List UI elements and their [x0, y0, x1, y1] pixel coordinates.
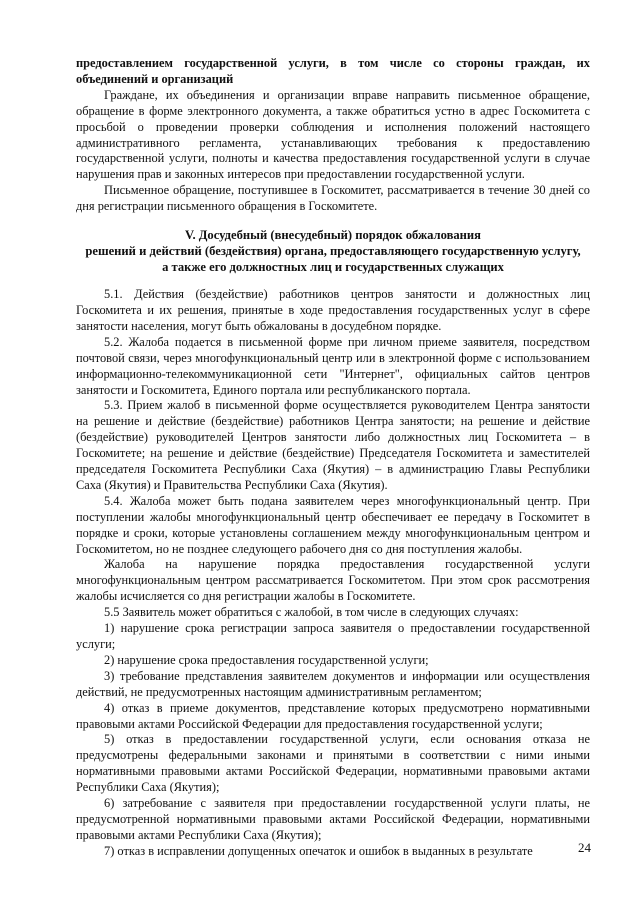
list-item: 6) затребование с заявителя при предоставлении государственной услуги платы, не предусмотренной нормативными правовыми актами Российской Федерации, нормативными правовыми актами Республики Саха (Якутия);: [76, 796, 590, 842]
section-heading: [76, 227, 590, 275]
page-number: 24: [578, 840, 591, 855]
section-heading-line: V. Досудебный (внесудебный) порядок обжалования: [184, 228, 481, 243]
paragraph: Письменное обращение, поступившее в Госкомитет, рассматривается в течение 30 дней со дня регистрации письменного обращения в Госкомитете.: [76, 183, 590, 214]
section-heading-line: а также его должностных лиц и государственных служащих: [162, 260, 504, 275]
spacer: [76, 275, 590, 287]
page-body: [76, 56, 590, 860]
clause-5-5: 5.5 Заявитель может обратиться с жалобой, в том числе в следующих случаях:: [104, 605, 519, 620]
clause-5-3: 5.3. Прием жалоб в письменной форме осуществляется руководителем Центра занятости на решение и действие (бездействие) работников Центра занятости; на решение и действие (бездействие) руководителей Центров занятости либо должностных лиц Госкомитета – в Госкомитете; на решение и действие (бездействие) Председателя Госкомитета и заместителей председателя Госкомитета Республики Саха (Якутия) – в администрацию Главы Республики Саха (Якутия) и Правительства Республики Саха (Якутия).: [76, 398, 590, 492]
spacer: [76, 215, 590, 227]
list-item: 2) нарушение срока предоставления государственной услуги;: [104, 652, 429, 667]
clause-5-4-cont: Жалоба на нарушение порядка предоставления государственной услуги многофункциональным центром рассматривается Госкомитетом. При этом срок рассмотрения жалобы исчисляется со дня регистрации жалобы в Госкомитете.: [76, 557, 590, 604]
list-item: 7) отказ в исправлении допущенных опечаток и ошибок в выданных в результате: [104, 843, 533, 858]
clause-5-1: 5.1. Действия (бездействие) работников центров занятости и должностных лиц Госкомитета и их решения, принятые в ходе предоставления государственных услуг в сфере занятости населения, могут быть обжалованы в досудебном порядке.: [76, 287, 590, 333]
paragraph: Граждане, их объединения и организации вправе направить письменное обращение, обращение в форме электронного документа, а также обратиться устно в адрес Госкомитета с просьбой о проведении проверки соблюдения и исполнения положений настоящего административного регламента, устанавливающих требования к предоставлению государственной услуги, полноты и качества предоставления государственной услуги в случае нарушения прав и законных интересов при предоставлении государственной услуги.: [76, 87, 590, 182]
clause-5-4: 5.4. Жалоба может быть подана заявителем через многофункциональный центр. При поступлении жалобы многофункциональный центр обеспечивает ее передачу в Госкомитет в порядке и сроки, которые установлены соглашением между многофункциональным центром и Госкомитетом, но не позднее следующего рабочего дня со дня поступления жалобы.: [76, 493, 590, 556]
list-item: 4) отказ в приеме документов, представление которых предусмотрено нормативными правовыми актами Российской Федерации для предоставления государственной услуги;: [76, 700, 590, 731]
list-item: 1) нарушение срока регистрации запроса заявителя о предоставлении государственной услуги;: [76, 621, 590, 651]
clause-5-2: 5.2. Жалоба подается в письменной форме при личном приеме заявителя, посредством почтовой связи, через многофункциональный центр или в электронной форме с использованием информационно-телекоммуникационной сети "Интернет", официальных сайтов центров занятости и Госкомитета, Единого портала или республиканского портала.: [76, 334, 590, 397]
section-heading-line: решений и действий (бездействия) органа, предоставляющего государственную услугу,: [85, 244, 581, 259]
continued-bold-heading: предоставлением государственной услуги, в том числе со стороны граждан, их объединений и организаций: [76, 56, 590, 86]
list-item: 5) отказ в предоставлении государственной услуги, если основания отказа не предусмотрены федеральными законами и принятыми в соответствии с ними иными нормативными правовыми актами Российской Федерации, нормативными правовыми актами Республики Саха (Якутия);: [76, 732, 590, 795]
list-item: 3) требование представления заявителем документов и информации или осуществления действий, не предусмотренных настоящим административным регламентом;: [76, 668, 590, 699]
